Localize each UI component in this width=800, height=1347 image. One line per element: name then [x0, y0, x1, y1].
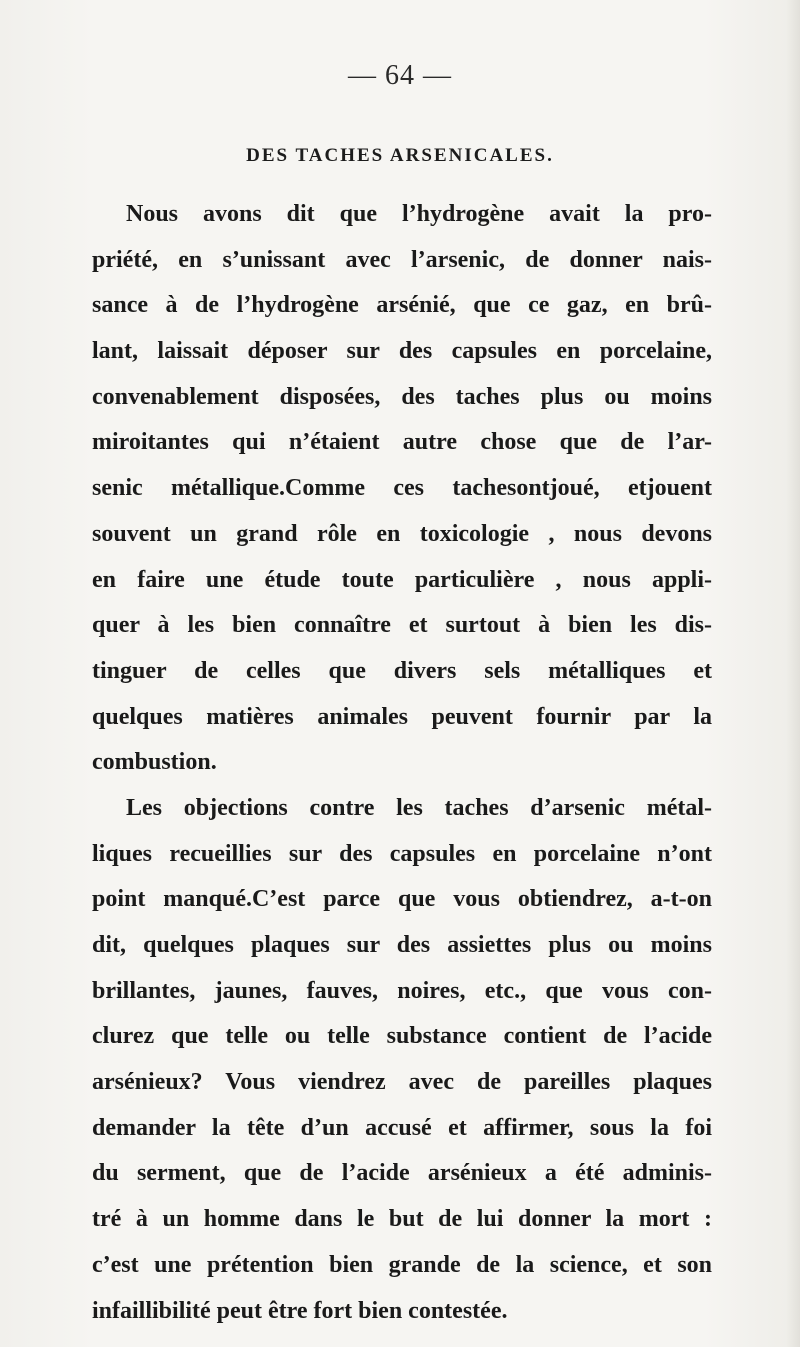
text-line: c’est une prétention bien grande de la science, et son — [92, 1251, 712, 1278]
text-line: demander la tête d’un accusé et affirmer, sous la foi — [92, 1114, 712, 1141]
text-line: infaillibilité peut être fort bien contestée. — [92, 1297, 508, 1324]
page-number: — 64 — — [348, 60, 452, 91]
text-line: convenablement disposées, des taches plus ou moins — [92, 383, 712, 410]
section-title: DES TACHES ARSENICALES. — [246, 145, 554, 166]
text-line: arsénieux? Vous viendrez avec de pareilles plaques — [92, 1069, 712, 1096]
text-line: senic métallique.Comme ces tachesontjoué, etjouent — [92, 475, 712, 502]
text-line: tré à un homme dans le but de lui donner la mort : — [92, 1206, 712, 1233]
page-edge-shadow — [786, 0, 800, 1347]
text-line: du serment, que de l’acide arsénieux a été adminis- — [92, 1160, 712, 1187]
text-line: quelques matières animales peuvent fournir par la — [92, 703, 712, 730]
text-line: en faire une étude toute particulière , nous appli- — [92, 566, 712, 593]
text-line: dit, quelques plaques sur des assiettes plus ou moins — [92, 932, 712, 958]
text-line: tinguer de celles que divers sels métalliques et — [92, 657, 712, 684]
text-line: sance à de l’hydrogène arsénié, que ce gaz, en brû- — [92, 292, 712, 319]
text-line: point manqué.C’est parce que vous obtiendrez, a-t-on — [92, 886, 712, 913]
text-line: miroitantes qui n’étaient autre chose que de l’ar- — [92, 429, 712, 456]
text-line: liques recueillies sur des capsules en porcelaine n’ont — [92, 840, 712, 867]
text-line: combustion. — [92, 749, 217, 776]
body-text — [92, 192, 712, 1334]
text-line: quer à les bien connaître et surtout à bien les dis- — [92, 612, 712, 639]
text-line: souvent un grand rôle en toxicologie , nous devons — [92, 520, 712, 547]
text-line: clurez que telle ou telle substance contient de l’acide — [92, 1023, 712, 1050]
text-line: Nous avons dit que l’hydrogène avait la pro- — [126, 201, 712, 227]
text-line: lant, laissait déposer sur des capsules en porcelaine, — [92, 338, 712, 365]
text-line: Les objections contre les taches d’arsenic métal- — [126, 794, 712, 821]
text-line: priété, en s’unissant avec l’arsenic, de donner nais- — [92, 246, 712, 273]
text-line: brillantes, jaunes, fauves, noires, etc., que vous con- — [92, 977, 712, 1004]
